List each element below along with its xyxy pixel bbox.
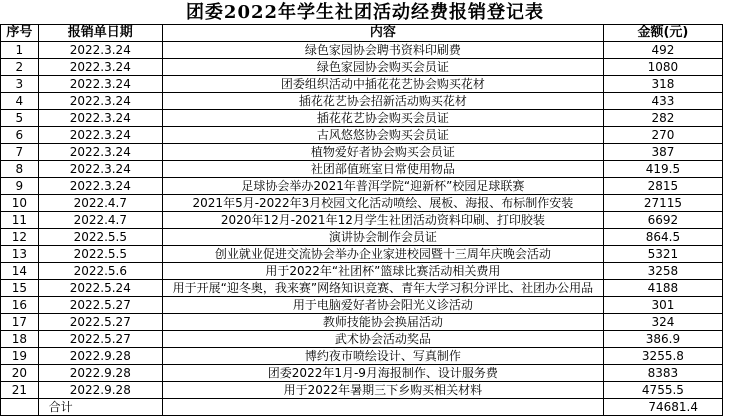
row-amount: 324 bbox=[603, 314, 722, 331]
row-amount: 492 bbox=[603, 42, 722, 59]
row-seq: 9 bbox=[1, 178, 39, 195]
row-amount: 387 bbox=[603, 144, 722, 161]
row-date: 2022.5.27 bbox=[38, 314, 162, 331]
row-date: 2022.5.5 bbox=[38, 246, 162, 263]
table-row bbox=[1, 297, 723, 314]
row-content: 团委组织活动中插花花艺协会购买花材 bbox=[162, 76, 603, 93]
row-amount: 3255.8 bbox=[603, 348, 722, 365]
header-seq: 序号 bbox=[1, 25, 39, 42]
row-content: 绿色家园协会购买会员证 bbox=[162, 59, 603, 76]
row-amount: 4755.5 bbox=[603, 382, 722, 399]
table-row bbox=[1, 127, 723, 144]
table-row bbox=[1, 59, 723, 76]
row-date: 2022.5.6 bbox=[38, 263, 162, 280]
row-seq: 10 bbox=[1, 195, 39, 212]
row-amount: 3258 bbox=[603, 263, 722, 280]
table-row bbox=[1, 42, 723, 59]
row-content: 博约夜市喷绘设计、写真制作 bbox=[162, 348, 603, 365]
row-date: 2022.3.24 bbox=[38, 76, 162, 93]
row-date: 2022.3.24 bbox=[38, 59, 162, 76]
row-seq: 17 bbox=[1, 314, 39, 331]
table-row bbox=[1, 195, 723, 212]
row-date: 2022.5.24 bbox=[38, 280, 162, 297]
row-amount: 270 bbox=[603, 127, 722, 144]
row-seq: 13 bbox=[1, 246, 39, 263]
row-date: 2022.3.24 bbox=[38, 127, 162, 144]
row-content: 武术协会活动奖品 bbox=[162, 331, 603, 348]
row-content: 插花花艺协会购买会员证 bbox=[162, 110, 603, 127]
row-content: 古风悠悠协会购买会员证 bbox=[162, 127, 603, 144]
table-row bbox=[1, 178, 723, 195]
row-date: 2022.5.5 bbox=[38, 229, 162, 246]
row-seq: 2 bbox=[1, 59, 39, 76]
row-amount: 318 bbox=[603, 76, 722, 93]
row-date: 2022.9.28 bbox=[38, 365, 162, 382]
row-seq: 1 bbox=[1, 42, 39, 59]
total-label: 合计 bbox=[38, 399, 162, 416]
row-content: 用于2022年“社团杯”篮球比赛活动相关费用 bbox=[162, 263, 603, 280]
table-row bbox=[1, 246, 723, 263]
page-title: 团委2022年学生社团活动经费报销登记表 bbox=[185, 2, 545, 23]
row-amount: 6692 bbox=[603, 212, 722, 229]
row-date: 2022.4.7 bbox=[38, 212, 162, 229]
table-row bbox=[1, 212, 723, 229]
row-seq: 12 bbox=[1, 229, 39, 246]
table-row bbox=[1, 365, 723, 382]
row-seq: 6 bbox=[1, 127, 39, 144]
table-header-row bbox=[1, 25, 723, 42]
row-content: 用于电脑爱好者协会阳光义诊活动 bbox=[162, 297, 603, 314]
table-row bbox=[1, 110, 723, 127]
row-date: 2022.3.24 bbox=[38, 110, 162, 127]
row-seq: 18 bbox=[1, 331, 39, 348]
row-amount: 386.9 bbox=[603, 331, 722, 348]
table-row bbox=[1, 331, 723, 348]
row-content: 教师技能协会换届活动 bbox=[162, 314, 603, 331]
row-amount: 301 bbox=[603, 297, 722, 314]
total-amount: 74681.4 bbox=[603, 399, 722, 416]
total-row bbox=[1, 399, 723, 416]
row-amount: 2815 bbox=[603, 178, 722, 195]
table-row bbox=[1, 263, 723, 280]
row-seq: 14 bbox=[1, 263, 39, 280]
table-row bbox=[1, 314, 723, 331]
row-date: 2022.5.27 bbox=[38, 297, 162, 314]
row-date: 2022.3.24 bbox=[38, 93, 162, 110]
table-row bbox=[1, 144, 723, 161]
expense-table bbox=[0, 24, 723, 416]
table-row bbox=[1, 76, 723, 93]
row-seq: 5 bbox=[1, 110, 39, 127]
table-row bbox=[1, 348, 723, 365]
row-date: 2022.5.27 bbox=[38, 331, 162, 348]
row-date: 2022.3.24 bbox=[38, 178, 162, 195]
row-amount: 4188 bbox=[603, 280, 722, 297]
row-seq: 7 bbox=[1, 144, 39, 161]
header-amount: 金额(元) bbox=[603, 25, 722, 42]
header-content: 内容 bbox=[162, 25, 603, 42]
row-content: 足球协会举办2021年普洱学院“迎新杯”校园足球联赛 bbox=[162, 178, 603, 195]
row-amount: 5321 bbox=[603, 246, 722, 263]
row-content: 团委2022年1月-9月海报制作、设计服务费 bbox=[162, 365, 603, 382]
row-content: 社团部值班室日常使用物品 bbox=[162, 161, 603, 178]
table-body bbox=[1, 42, 723, 399]
row-seq: 4 bbox=[1, 93, 39, 110]
row-content: 插花花艺协会招新活动购买花材 bbox=[162, 93, 603, 110]
row-content: 2020年12月-2021年12月学生社团活动资料印刷、打印胶装 bbox=[162, 212, 603, 229]
row-date: 2022.3.24 bbox=[38, 42, 162, 59]
table-row bbox=[1, 280, 723, 297]
row-seq: 21 bbox=[1, 382, 39, 399]
row-date: 2022.3.24 bbox=[38, 161, 162, 178]
row-content: 用于2022年暑期三下乡购买相关材料 bbox=[162, 382, 603, 399]
row-content: 创业就业促进交流协会举办企业家进校园暨十三周年庆晚会活动 bbox=[162, 246, 603, 263]
table-row bbox=[1, 382, 723, 399]
header-date: 报销单日期 bbox=[38, 25, 162, 42]
table-row bbox=[1, 161, 723, 178]
row-seq: 16 bbox=[1, 297, 39, 314]
row-seq: 3 bbox=[1, 76, 39, 93]
row-content: 绿色家园协会聘书资料印刷费 bbox=[162, 42, 603, 59]
row-amount: 282 bbox=[603, 110, 722, 127]
row-amount: 27115 bbox=[603, 195, 722, 212]
row-seq: 8 bbox=[1, 161, 39, 178]
row-amount: 864.5 bbox=[603, 229, 722, 246]
row-seq: 20 bbox=[1, 365, 39, 382]
table-row bbox=[1, 229, 723, 246]
table-row bbox=[1, 93, 723, 110]
row-content: 演讲协会制作会员证 bbox=[162, 229, 603, 246]
row-amount: 419.5 bbox=[603, 161, 722, 178]
row-content: 植物爱好者协会购买会员证 bbox=[162, 144, 603, 161]
row-content: 用于开展“迎冬奥，我来赛”网络知识竞赛、青年大学习积分评比、社团办公用品 bbox=[162, 280, 603, 297]
total-seq-cell bbox=[1, 399, 39, 416]
row-amount: 1080 bbox=[603, 59, 722, 76]
row-amount: 8383 bbox=[603, 365, 722, 382]
total-content-cell bbox=[162, 399, 603, 416]
row-seq: 19 bbox=[1, 348, 39, 365]
row-date: 2022.4.7 bbox=[38, 195, 162, 212]
row-seq: 15 bbox=[1, 280, 39, 297]
row-date: 2022.9.28 bbox=[38, 348, 162, 365]
row-content: 2021年5月-2022年3月校园文化活动喷绘、展板、海报、布标制作安装 bbox=[162, 195, 603, 212]
row-date: 2022.9.28 bbox=[38, 382, 162, 399]
row-amount: 433 bbox=[603, 93, 722, 110]
row-seq: 11 bbox=[1, 212, 39, 229]
row-date: 2022.3.24 bbox=[38, 144, 162, 161]
